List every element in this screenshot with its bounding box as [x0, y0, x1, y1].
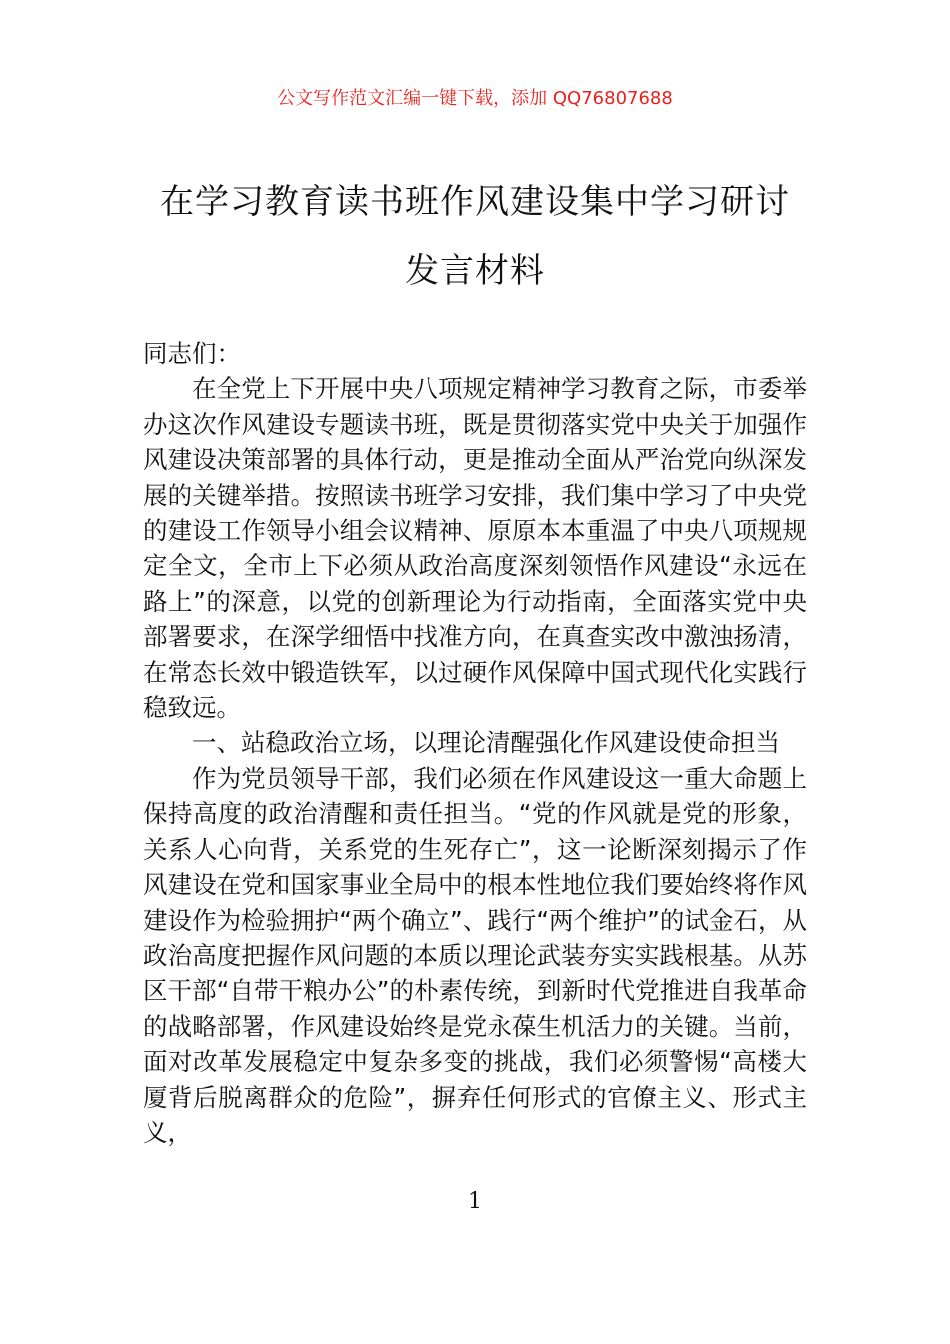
- paragraph-intro: 在全党上下开展中央八项规定精神学习教育之际，市委举办这次作风建设专题读书班，既是贯彻落实党中央关于加强作风建设决策部署的具体行动，更是推动全面从严治党向纵深发展的关键举措。按照读书班学习安排，我们集中学习了中央党的建设工作领导小组会议精神、原原本本重温了中央八项规规定全文，全市上下必须从政治高度深刻领悟作风建设“永远在路上”的深意，以党的创新理论为行动指南，全面落实党中央部署要求，在深学细悟中找准方向，在真查实改中激浊扬清，在常态长效中锻造铁军，以过硬作风保障中国式现代化实践行稳致远。: [143, 374, 807, 723]
- document-title-line-2: 发言材料: [405, 251, 545, 291]
- document-title-line-1: 在学习教育读书班作风建设集中学习研讨: [160, 182, 790, 222]
- salutation: 同志们：: [143, 339, 241, 368]
- download-banner: 公文写作范文汇编一键下载，添加 QQ76807688: [277, 88, 673, 109]
- section-heading-1: 一、站稳政治立场，以理论清醒强化作风建设使命担当: [192, 728, 780, 758]
- paragraph-section-1: 作为党员领导干部，我们必须在作风建设这一重大命题上保持高度的政治清醒和责任担当。“党的作风就是党的形象，关系人心向背，关系党的生死存亡”，这一论断深刻揭示了作风建设在党和国家事业全局中的根本性地位我们要始终将作风建设作为检验拥护“两个确立”、践行“两个维护”的试金石，从政治高度把握作风问题的本质以理论武装夯实实践根基。从苏区干部“自带干粮办公”的朴素传统，到新时代党推进自我革命的战略部署，作风建设始终是党永葆生机活力的关键。当前，面对改革发展稳定中复杂多变的挑战，我们必须警惕“高楼大厦背后脱离群众的危险”，摒弃任何形式的官僚主义、形式主义，: [143, 763, 807, 1147]
- document-body: [143, 336, 807, 1150]
- page-number: 1: [468, 1189, 482, 1214]
